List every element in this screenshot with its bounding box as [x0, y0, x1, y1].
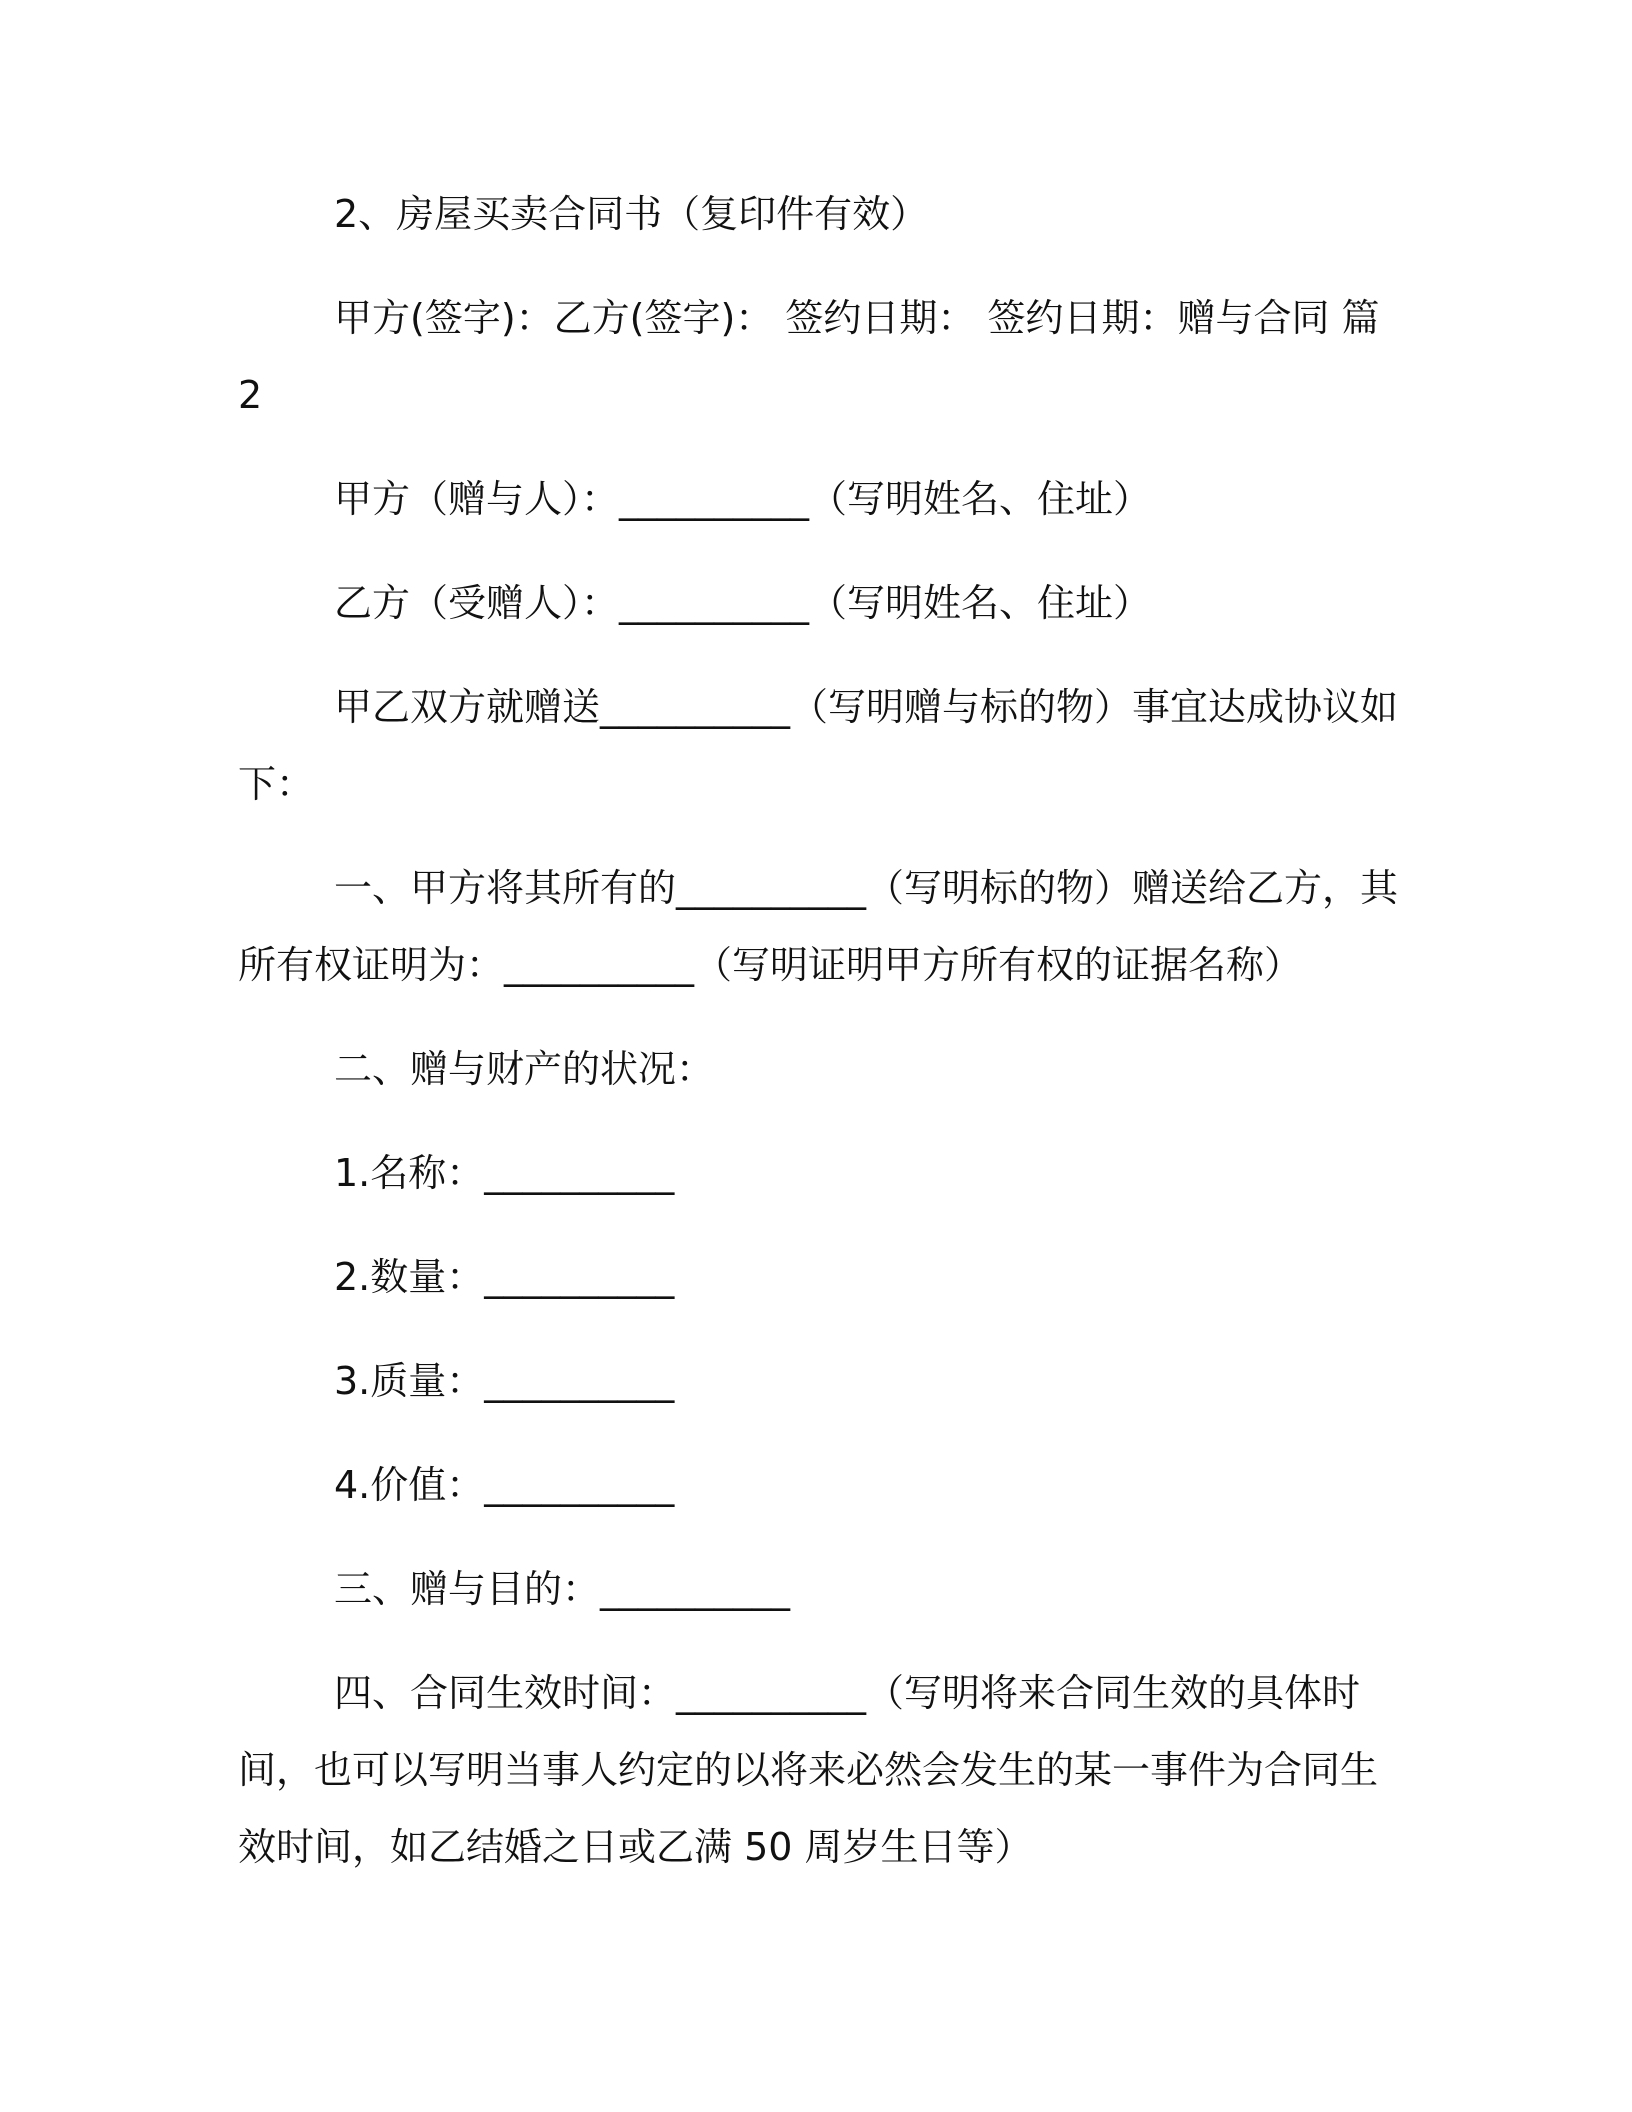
paragraph-item-name: 1.名称：__________ [334, 1151, 675, 1195]
paragraph-attachment-2: 2、房屋买卖合同书（复印件有效） [334, 192, 929, 236]
document-body [238, 176, 1408, 1886]
paragraph-clause-1: 一、甲方将其所有的__________（写明标的物）赠送给乙方，其所有权证明为：__________（写明证明甲方所有权的证据名称） [238, 866, 1399, 987]
paragraph-party-b: 乙方（受赠人）：__________（写明姓名、住址） [334, 581, 1152, 625]
paragraph-party-a: 甲方（赠与人）：__________（写明姓名、住址） [334, 477, 1152, 521]
paragraph-item-value: 4.价值：__________ [334, 1463, 675, 1507]
paragraph-clause-2: 二、赠与财产的状况： [334, 1047, 715, 1091]
paragraph-agreement-intro: 甲乙双方就赠送__________（写明赠与标的物）事宜达成协议如下： [238, 685, 1399, 806]
paragraph-item-quantity: 2.数量：__________ [334, 1255, 675, 1299]
paragraph-clause-4: 四、合同生效时间：__________（写明将来合同生效的具体时间，也可以写明当事人约定的以将来必然会发生的某一事件为合同生效时间，如乙结婚之日或乙满 50 周岁生日等） [238, 1671, 1379, 1869]
paragraph-signatures: 甲方(签字)：乙方(签字)： 签约日期： 签约日期：赠与合同 篇 2 [238, 296, 1380, 417]
paragraph-clause-3: 三、赠与目的：__________ [334, 1567, 791, 1611]
paragraph-item-quality: 3.质量：__________ [334, 1359, 675, 1403]
